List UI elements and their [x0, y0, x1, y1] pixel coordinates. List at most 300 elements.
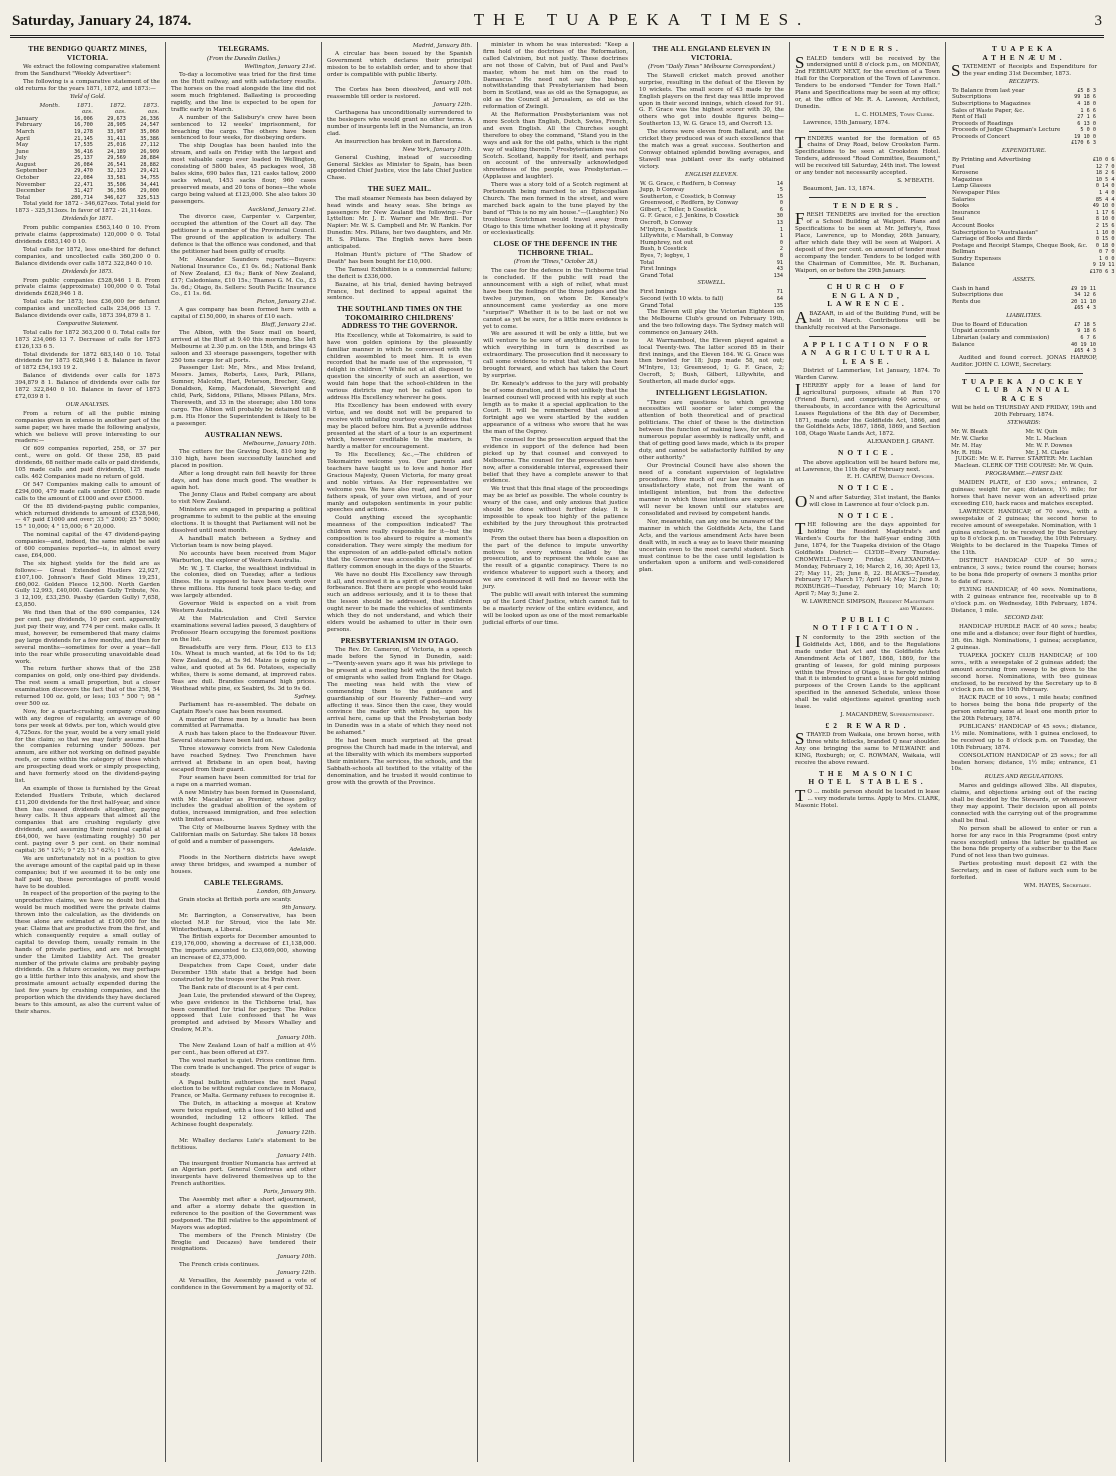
- ledger-amount: 9 18 6: [1077, 328, 1096, 335]
- steward-name: Mr. J. M. Clarke: [1025, 449, 1069, 456]
- ledger-item: Sundry Expenses: [952, 255, 1002, 262]
- dateline: January 12th.: [277, 1129, 316, 1136]
- runs-value: 13: [776, 220, 783, 227]
- ledger-amount: 40 19 10: [1071, 341, 1096, 348]
- column-rule: [965, 373, 1083, 374]
- runs-value: 71: [776, 289, 783, 296]
- score-row: [639, 181, 784, 188]
- source-credit: (From "Daily Times" Melbourne Correspondent.): [648, 63, 775, 70]
- advert-body: ABAZAAR, in aid of the Building Fund, will be held in March. Contributions will be thankfully received at the Parsonage.: [795, 307, 940, 331]
- paragraph: Ministers are engaged in preparing a political programme to submit to the public at the ensuing elections. It is thought that Parliament will not be dissolved until next month.: [171, 507, 316, 534]
- paragraph: Of 547 Companies making calls to amount of £294,000, 479 made calls under £1000. 73 made calls to the amount of £1000 and over £5000.: [15, 481, 160, 502]
- article-headline: APPLICATION FOR AN AGRICULTURAL LEASE.: [801, 339, 934, 366]
- dateline: Bluff, January 21st.: [261, 322, 316, 329]
- table-cell: 16,700: [74, 122, 93, 129]
- table-row: [15, 175, 160, 182]
- runs-value: 2: [779, 246, 783, 253]
- paragraph: Grain stocks at British ports are scanty.: [179, 896, 292, 903]
- paragraph: He had been much surprised at the great progress the Church had made in the interval, and at the liberality with which its members supported their ministers. The services, the schools, and the Sabbath-schools all testified to the vitality of the denomination, and he trusted it would continue to grow with the growth of the Province.: [327, 738, 472, 786]
- ledger-amount: 20 11 10: [1071, 298, 1096, 305]
- paragraph: The Assembly met after a short adjournment, and after a stormy debate the question in reference to the position of the Government was postponed. The Bill relative to the appointment of Mayors was adopted.: [171, 1197, 316, 1231]
- table-cell: 21,145: [74, 135, 93, 142]
- paragraph: Breadstuffs are very firm. Flour, £13 to £13 10s. Wheat is much wanted, at 6s 10d to 6s 1d; New Zealand do., at 5s 9d. Maize is going up in value, and quoted at 5s 6d. Potatoes, especially whites, there is some demand, at improved rates. Teas are dull. Brandies command high prices. Westhead white pine, ex Seabird, 9s. 3d to 9s 6d.: [171, 644, 316, 692]
- batsman-entry: Grand Total: [640, 302, 674, 309]
- ledger-row: [951, 108, 1097, 115]
- ledger-amount: 0 7 0: [1098, 249, 1115, 256]
- section-subheading: Comparative Statement.: [56, 319, 119, 327]
- ledger-row: [951, 335, 1097, 342]
- paragraph: Total calls for 1872 363,200 0 0. Total calls for 1873 234,066 13 7. Decrease of calls for 1873 £126,133 6 5.: [15, 329, 160, 350]
- table-cell: 25,016: [107, 142, 126, 149]
- article-headline: THE ALL ENGLAND ELEVEN IN VICTORIA.: [652, 44, 771, 62]
- paragraph: The Stawell cricket match proved another surprise, resulting in the defeat of the Eleven by 10 wickets. The small score of 43 made by the English players on the first day was little improved upon in their second innings, which closed for 91. G. F. Grace was the highest scorer with 30, the others who got into double figures being—Southerton 13, W. G. Grace 15, and Oscroft 13.: [639, 72, 784, 128]
- ledger-item: [951, 348, 1066, 355]
- column-rule: [809, 197, 926, 198]
- paragraph: At Versailles, the Assembly passed a vote of confidence in the Government by a majority of 52.: [171, 1278, 316, 1291]
- ledger-total-row: [951, 269, 1116, 276]
- ledger-item: Magazines: [952, 176, 983, 183]
- advert-body: IHEREBY apply for a lease of land for agricultural purposes, situate at Run 170 (Friend Burn), and comprising 640 acres, or thereabouts, in accordance with the Agricultural Leases Regulations of the 8th day of December, 1871, made under the Goldfields Act, 1866, and the Goldfields Acts, 1867, 1868, 1869, and Section 108, Otago Waste Lands Act, 1872.: [795, 380, 940, 438]
- cricket-scorecard: [639, 181, 784, 280]
- paragraph: Mares and geldings allowed 3lbs. All disputes, claims, and objections arising out of the racing shall be decided by the Stewards, or whomsoever they may appoint. Their decision upon all points connected with the carrying out of the programme shall be final.: [951, 783, 1097, 824]
- batsman-entry: First Innings: [640, 289, 677, 296]
- ledger-row: [951, 170, 1116, 177]
- article-headline: TUAPEKA JOCKEY CLUB ANNUAL RACES: [961, 376, 1087, 403]
- article-headline: INTELLIGENT LEGISLATION.: [655, 388, 768, 398]
- steward-name: Mr. R. Hills: [951, 449, 983, 456]
- signature: J. MACANDREW, Superintendent.: [840, 711, 934, 718]
- ledger-amount: 0 15 0: [1095, 236, 1115, 243]
- dateline: Sydney.: [294, 693, 316, 700]
- advert-headline: NOTICE.: [837, 483, 897, 493]
- paragraph: From the outset there has been a disposition on the part of the defence to impute unworthy motives to every witness called by the prosecution, and to represent the whole case as the result of a gigantic conspiracy. There is no evidence whatever to support such a theory, and we are convinced it will find no favour with the jury.: [483, 535, 628, 591]
- ledger-amount: 5 0 0: [1080, 127, 1096, 134]
- ledger-row: [951, 256, 1116, 263]
- table-row: [15, 188, 160, 195]
- ledger-total: £170 6 3: [1071, 140, 1096, 147]
- score-row: [639, 194, 784, 201]
- paragraph: Mr. Alexander Saunders reports:—Buyers: National Insurance Co., £1 0s. 6d.; National Bank of New Zealand, £3 6s.; Bank of New Zealand, £17; Caledonians, £10 15s.; Thames G. M. Co., £3 3s. 6d.; Otago, 8s. Sellers: South Pacific Insurance Co., £1 1s. 6d.: [171, 256, 316, 298]
- score-row: [639, 200, 784, 207]
- table-row: [15, 182, 160, 189]
- paragraph: At Warrnambool, the Eleven played against a local Twenty-two. The latter scored 85 in their first innings, and the Eleven 164. W. G. Grace was then bowled for 18; Jupp made 58, not out; M'Intyre, 13; Greenwood, 1; G. F. Grace, 2; Oscroft, 5; Bush, Gilbert, Lillywhite, and Southerton, all made ducks' eggs.: [639, 337, 784, 386]
- table-cell: 25,137: [74, 155, 93, 162]
- ledger-amount: 1 17 6: [1095, 209, 1115, 216]
- ledger-amount: 6 7 6: [1080, 335, 1096, 342]
- paragraph: No person shall be allowed to enter or run a horse for any race in this Programme (post entry races excepted) unless the latter be qualified as the bona fide property of a subscriber to the Race Fund of not less than two guineas.: [951, 825, 1097, 860]
- ledger-amount: 0 14 0: [1095, 183, 1115, 190]
- ledger-item: [951, 305, 1048, 312]
- score-row: [639, 253, 784, 260]
- table-row: [15, 168, 160, 175]
- score-row: [639, 187, 784, 194]
- paragraph: Could anything exceed the sycophantic meanness of the composition indicated? The children were really responsible for it—but the composition is too absurd to require a moment's consideration. They were simply the medium for the expression of an addle-pated official's notion that the Governor was accessible to a species of flattery common enough in the days of the Stuarts.: [327, 515, 472, 570]
- dateline: January 14th.: [277, 1152, 316, 1159]
- paragraph: "There are questions to which growing necessities will sooner or later compel the attention of both theoretical and of practical politicians. The chief of these is the distinction between the function of making laws, for which a numerous popular assembly is radically unfit, and that of getting good laws made, which is its proper duty, and cannot be satisfactorily fulfilled by any other authority.": [639, 399, 784, 461]
- table-cell: April: [16, 135, 30, 142]
- table-cell: 26,084: [74, 161, 93, 168]
- column-2: [166, 42, 322, 1462]
- table-cell: 36,416: [74, 148, 93, 155]
- table-cell: 28,884: [140, 155, 159, 162]
- paragraph: Holman Hunt's picture of "The Shadow of Death" has been bought for £10,000.: [327, 251, 472, 265]
- table-cell: February: [16, 122, 42, 129]
- paragraph: At the Reformation Presbyterianism was not more Scotch than English, Dutch, Swiss, French, and even English. All the Churches sought therefore to obey the command, "Stand you in the ways and ask for the old paths, which is the right way of walking therein." Presbyterianism was not Scotch. Scotland, happily for itself, and perhaps on account of the universally acknowledged shrewdness of the people, was Presbyterian.—(Applause and laughter).: [483, 112, 628, 181]
- column-rule: [809, 131, 926, 132]
- column-rule: [809, 336, 926, 337]
- paragraph: Now, for a quartz-crushing company crushing with any degree of regularity, an average of 60 tons per week at 6dwts. per ton, which would give 4,725ozs. for the year, would be a very small yield for the claim; so that we may fairly assume that the companies returning under 500ozs. per annum, are either not working on defined payable reefs, or come within the category of those which are prospecting dead work or simply prospecting, and have formerly stood on the dividend-paying list.: [15, 708, 160, 784]
- paragraph: Parliament has re-assembled. The debate on Captain Rose's case has been resumed.: [171, 701, 316, 715]
- table-row: [15, 149, 160, 156]
- paragraph: We trust that this final stage of the proceedings may be as brief as possible. The whole country is weary of the case, and only anxious that justice should be done without further delay. It is impossible to speak too highly of the patience exhibited by the jury throughout this protracted inquiry.: [483, 486, 628, 534]
- paragraph: The nominal capital of the 47 dividend-paying companies—and, indeed, the same might be said of 600 companies reported—is, in almost every case, £64,000.: [15, 532, 160, 559]
- ledger-item: Subscriptions: [952, 94, 991, 101]
- ledger-table: [951, 88, 1097, 147]
- paragraph: A gas company has been formed here with a capital of £150,000, in shares of £10 each.: [171, 307, 316, 321]
- ledger-total: £65 4 3: [1074, 348, 1096, 355]
- article-headline: CLOSE OF THE DEFENCE IN THE TICHBORNE TRIAL.: [493, 239, 618, 257]
- ledger-row: [951, 249, 1116, 256]
- ledger-amount: 18 2 6: [1095, 170, 1115, 177]
- paragraph: Of the 85 dividend-paying public companies, which returned dividends to amount of £528,946,— 47 paid £1000 and over; 33 " 2000; 25 " 5000; 15 " 10,000; 4 " 15,000; 6 " 20,000.: [15, 503, 160, 531]
- table-row: [15, 129, 160, 136]
- ledger-item: To Balance from last year: [952, 87, 1025, 94]
- ledger-item: Account Books: [952, 222, 995, 229]
- table-cell: 28,905: [107, 122, 126, 129]
- ledger-amount: £7 18 5: [1074, 321, 1096, 328]
- paragraph: Our Provincial Council have also shown the need of a constant supervision of legislative procedure. How much of our law remains in an unsatisfactory state, not from the want of intelligent intention, but from the defective manner in which those intentions are expressed, will never be known until our statutes are consolidated and revised by competent hands.: [639, 462, 784, 518]
- paragraph: The six highest yields for the field are as follows:— Great Extended Hustlers 22,927, £107,100. Johnson's Reef Gold Mines 19,251, £60,002. Golden Fleece 12,500. North Garden Gully 12,993, £40,000. Garden Gully Tribute, No. 3 12,109, £33,250. Passby (Garden Gully) 7,658, £3,850.: [15, 560, 160, 609]
- ledger-amount: £5 8 3: [1077, 87, 1096, 94]
- paragraph: A circular has been issued by the Spanish Government which declares their principal mission to be to establish order, and to show that order is compatible with public liberty.: [327, 50, 472, 78]
- article-headline: THE MASONIC HOTEL STABLES.: [808, 768, 927, 787]
- ledger-item: Books: [952, 203, 970, 210]
- dateline: Adelaide.: [289, 846, 316, 853]
- table-cell: 24,547: [140, 122, 159, 129]
- paragraph: A number of the Salisbury's crew have been sentenced to 12 weeks' imprisonment, for breaching the cargo. The others have been sentenced to four weeks, for disobeying orders.: [171, 114, 316, 142]
- ledger-row: [951, 223, 1116, 230]
- table-unit-cell: ozs.: [81, 109, 93, 116]
- section-subheading: Dividends for 1873.: [62, 267, 113, 275]
- paragraph: Nor, meanwhile, can any one be unaware of the manner in which the Goldfields Acts, the Land Acts, and the various amendment Acts have been dealt with, in such a way as to leave their meaning uncertain even to the most careful student. Such must continue to be the case until legislation is undertaken upon a uniform and well-considered plan.: [639, 518, 784, 574]
- dateline: Paris, January 9th.: [263, 1189, 316, 1196]
- ledger-amount: £10 0 6: [1092, 156, 1115, 163]
- paragraph: The City of Melbourne leaves Sydney with the Californian mails on Saturday. She takes 18 boxes of gold and a number of passengers.: [171, 825, 316, 845]
- table-cell: 35,060: [140, 128, 159, 135]
- dateline: January 12th.: [277, 1270, 316, 1277]
- paragraph: Audited and found correct. JONAS HARROP, Auditor. JOHN C. LOWE, Secretary.: [951, 354, 1097, 368]
- paragraph: Total dividends for 1872 683,140 0 10. Total dividends for 1873 628,946 1 8. Balance in favor of 1872 £54,193 19 2.: [15, 351, 160, 372]
- paragraph: At the Matriculation and Civil Service examinations several ladies passed, 3 daughters of Professor Hearn occupying the foremost positions on the list.: [171, 615, 316, 643]
- paragraph: The British exports for December amounted to £19,176,000, showing a decrease of £1,138,000. The imports amounted to £33,669,000, showing an increase of £2,375,000.: [171, 934, 316, 962]
- table-cell: November: [16, 181, 46, 188]
- ledger-item: Fuel: [952, 163, 965, 170]
- signature: W. LAWRENCE SIMPSON, Resident Magistrate and Warden.: [801, 599, 934, 613]
- ledger-amount: 0 18 0: [1095, 242, 1115, 249]
- paragraph: DISTRICT HANDICAP CUP of 50 sovs.; entrance, 3 sovs.; twice round the course; horses to be bona fide property of owners 3 months prior to date of race.: [951, 558, 1097, 585]
- column-rule: [809, 278, 926, 279]
- batsman-entry: Lillywhite, c Marshall, b Conway: [640, 233, 734, 240]
- ledger-row: [951, 88, 1097, 95]
- article-headline: THE SUEZ MAIL.: [367, 184, 432, 194]
- paragraph: Despatches from Cape Coast, under date December 15th state that a bridge had been constructed by the troops over the Prah river.: [171, 963, 316, 983]
- dateline: New York, January 10th.: [402, 146, 472, 153]
- ledger-row: [951, 299, 1097, 306]
- paragraph: In respect of the proportion of the paying to the unproductive claims, we have no doubt but that would be much modified were the private claims thrown into the calculation, as the dividends on these alone are estimated at £100,000 for the year. Claims that are productive from the first, and which consequently require a small outlay of capital to develop them, usually remain in the hands of private parties, and are not brought under the Limited Liability Act. The greater number of the private claims are probably paying dividends. On a future occasion, we may perhaps go a little further into this analysis, and show the proximate amount actually expended during the last few years by crushing companies, and the proportion which the dividends they have declared bears to this amount, as also the current value of their shares.: [15, 891, 160, 1015]
- table-cell: 31,427: [74, 188, 93, 195]
- paragraph: The Bank rate of discount is at 4 per cent.: [179, 984, 299, 991]
- table-cell: 24,189: [107, 148, 126, 155]
- ledger-amount: 9 19 11: [1092, 262, 1115, 269]
- advert-body: THE following are the days appointed for holding the Resident Magistrate's and Warden's Courts for the half-year ending 30th June, 1874, for the Tuapeka division of the Otago Goldfields District:— CLYDE—Every Thursday. CROMWELL—Every Friday. ALEXANDRA—Monday, February 2, 16; March 2, 16, 30; April 13, 27; May 11, 25; June 8, 22. BLACKS—Tuesday, February 17; March 17; April 14; May 12; June 9. ROXBURGH—Tuesday, February 10; March 10; April 7; May 5; June 2.: [795, 519, 940, 598]
- ledger-row: [951, 210, 1116, 217]
- paragraph: Total calls for 1873; less £36,000 for defunct companies and uncollected calls 234,066 13 7. Balance dividends over calls, 1873 394,879 8 1.: [15, 299, 160, 320]
- paragraph: Three stowaway convicts from New Caledonia have reached Sydney. Two Frenchmen have arrived at Brisbane in an open boat, having escaped from their guard.: [171, 746, 316, 773]
- table-cell: 29,470: [74, 168, 93, 175]
- paragraph: District of Lammerlaw, 1st January, 1874. To Warden Carew.: [795, 368, 940, 382]
- paragraph: Jean Luie, the pretended steward of the Osprey, who gave evidence in the Tichborne trial, has been committed for trial for perjury. The Police opposed that Luie confessed that he was prompted and advised by Messrs Whalley and Onslow, M.P.'s.: [171, 992, 316, 1034]
- runs-value: 64: [776, 295, 783, 302]
- signature: WM. HAYES, Secretary.: [1023, 882, 1091, 889]
- paragraph: Floods in the Northern districts have swept away three bridges, and swamped a number of houses.: [171, 854, 316, 875]
- paragraph: CONSOLATION HANDICAP of 25 sovs.; for all beaten horses; distance, 1½ mile; entrance, £1 10s.: [951, 752, 1097, 773]
- page-number: 3: [1094, 13, 1102, 29]
- ledger-item: Kerosene: [952, 170, 979, 177]
- cricket-scorecard: [639, 289, 784, 309]
- paragraph: From public companies £563,140 0 10. From private claims (approximate) 120,000 0 0. Total dividends £683,140 0 10.: [15, 225, 160, 245]
- ledger-amount: 1 6 6: [1080, 107, 1096, 114]
- runs-value: 43: [776, 266, 783, 273]
- paragraph: We have no doubt His Excellency saw through it all, and received it in a spirit of good-humoured forbearance. But there are people who would take such an address seriously, and it is to these that the lesson should be addressed, that children ought never to be made the vehicles of sentiments which they do not understand, and which their elders would be ashamed to utter in their own persons.: [327, 571, 472, 633]
- ledger-item: Rent of Hall: [952, 114, 987, 121]
- paragraph: A murder of three men by a lunatic has been committed at Parramatta.: [171, 716, 316, 730]
- steward-name: Mr. W. Bleath: [951, 428, 988, 435]
- ledger-item: Due to Board of Education: [952, 321, 1028, 328]
- table-cell: September: [16, 168, 48, 175]
- table-cell: 26,909: [140, 148, 159, 155]
- section-subheading: PROGRAMME.—FIRST DAY.: [985, 470, 1063, 478]
- table-cell: 17,535: [74, 142, 93, 149]
- table-cell: 22,084: [74, 175, 93, 182]
- paragraph: We find then that of the 690 companies, 124 per cent. pay dividends, 10 per cent. apparently just pay their way, and 774 per cent. make calls. It must, however, be remembered that many claims pay large dividends for a few months, and then for several months—sometimes for over a year—fall into the rear while prosecuting unavoidable dead work.: [15, 610, 160, 665]
- dateline: London, 6th January.: [257, 889, 316, 895]
- ledger-row: [951, 101, 1097, 108]
- signature: E. H. CAREW, District Officer.: [846, 474, 934, 481]
- table-cell: December: [16, 188, 46, 195]
- score-row: [639, 240, 784, 247]
- ledger-item: Subscriptions to Magazines: [952, 100, 1031, 107]
- article-headline: CHURCH OF ENGLAND, LAWRENCE.: [827, 282, 908, 309]
- batsman-entry: First Innings: [640, 266, 677, 273]
- paragraph: A rush has taken place to the Endeavour River. Several steamers have been laid on.: [171, 731, 316, 745]
- paragraph: Of 609 companies reported, 258, or 37 per cent., were on gold. Of these 258, 85 paid dividends, 68 neither made calls or paid dividends, 105 made calls and paid dividends, 125 made calls. 462 Companies made no return of gold.: [15, 446, 160, 480]
- paragraph: Four seamen have been committed for trial for a rape on a married woman.: [171, 774, 316, 788]
- table-cell: 27,112: [140, 142, 159, 149]
- ledger-amount: 1 10 0: [1095, 229, 1115, 236]
- stewards-list: [951, 429, 1097, 457]
- ledger-amount: 1 4 0: [1098, 189, 1115, 196]
- table-cell: 280,714: [71, 194, 93, 201]
- paragraph: HANDICAP HURDLE RACE of 40 sovs.; heats; one mile and a distance; over four flight of hurdles, 3ft. 6in. high. Nominations, 1 guinea; acceptance, 2 guineas.: [951, 624, 1097, 652]
- ledger-item: Seal: [952, 216, 965, 223]
- paragraph: The Rev. Dr. Cameron, of Victoria, in a speech made before the Synod in Dunedin, said:—"Twenty-seven years ago it was his privilege to be present at a meeting held with the first batch of emigrants who sailed from England for Otago. The meeting was held with the view of commending them to the guidance and guardianship of our Heavenly Father—and very affecting it was. Since then the case, they would convince the reader with which he, upon his arrival here, came up that the Presbyterian body in Dunedin was in a state of which they need not be ashamed.": [327, 647, 472, 737]
- table-row: [15, 122, 160, 129]
- table-row: [15, 116, 160, 123]
- score-grand-total-row: [639, 273, 784, 280]
- table-cell: 22,471: [74, 181, 93, 188]
- ledger-row: [951, 134, 1097, 141]
- ledger-total-row: [951, 305, 1097, 312]
- ledger-total-row: [951, 140, 1097, 147]
- column-4: [478, 42, 634, 1462]
- ledger-row: [951, 121, 1097, 128]
- table-cell: 35,386: [140, 135, 159, 142]
- article-headline: AUSTRALIAN NEWS.: [204, 429, 283, 439]
- advert-body: SEALED tenders will be received by the undersigned until 8 o'clock p.m., on MONDAY, 2nd FEBRUARY NEXT, for the erection of a Town Hall for the Corporation of the Town of Lawrence. Tenders to be endorsed "Tender for Town Hall." Plans and Specifications may be seen at my office; or, at the office of Mr. R. A. Lawson, Architect, Dunedin.: [795, 52, 940, 110]
- score-row: [639, 246, 784, 253]
- article-headline: TUAPEKA ATHENÆUM.: [982, 44, 1066, 62]
- paragraph: Passenger List: Mr., Mrs., and Miss Ireland, Messrs. James, Roberts, Lees, Park, Pillans, Sumner, Malcolm, Hart, Peterson, Brecher, Gray, Donaldson, Kemp, Macdonald, Sieveright and child, Park, Siddons, Pillans, Misses Pillans, Mrs. Thereweth, and 33 in the steerage; also 180 tons cargo. The Albion will probably be detained till 8 p.m. His Honor the Superintendent is likely to be a passenger.: [171, 365, 316, 427]
- ledger-item: Rents due: [952, 298, 981, 305]
- table-cell: 28,882: [140, 161, 159, 168]
- ledger-row: [951, 292, 1097, 299]
- batsman-entry: Gilbert, c Teller, b Cosstick: [640, 206, 717, 213]
- paragraph: An example of those is furnished by the Great Extended Hustlers Tribute, which declared £11,200 dividends for the first half-year, and since then has ceased dividends altogether, paying heavy calls. It thus appears that almost all the companies that are crushing regularly give dividends, and assuming their nominal capital at £64,000, we have (estimating roughly) 50 per cent. paying over 5 per cent. on their nominal capital; 36 " 12½; 9 " 25; 13 " 62½; 1 " 93.: [15, 785, 160, 854]
- ledger-item: Subscriptions due: [952, 292, 1004, 299]
- paragraph: We are assured it will be only a little, but we will venture to be sure of anything in a case to which everything in turn is described as extraordinary. The prosecution find it necessary to call some evidence to rebut that which has been brought forward, and which has taken the Court by surprise.: [483, 331, 628, 379]
- paragraph: The case for the defence in the Tichborne trial is concluded. If the public will read the announcement with a sigh of relief, what must have been the feelings of the three judges and the twelve jurymen, on whom Dr. Kenealy's announcement came yesterday as one more "surprise?" Whether it is to be last or not we cannot as yet be sure, for a little more evidence is yet to come.: [483, 268, 628, 330]
- ledger-amount: 49 10 0: [1092, 203, 1115, 210]
- dateline: Picton, January 21st.: [256, 299, 316, 306]
- table-cell: 325,513: [137, 194, 159, 201]
- ledger-row: [951, 157, 1116, 164]
- column-7: [946, 42, 1115, 1462]
- ledger-row: [951, 190, 1116, 197]
- paragraph: Beaumont, Jan. 13, 1874.: [803, 185, 875, 192]
- table-header-cell: Month.: [39, 102, 60, 109]
- table-header-cell: 1873.: [142, 102, 159, 109]
- paragraph: A new Ministry has been formed in Queensland, with Mr. Macalister as Premier, whose policy includes the gradual abolition of the system of duties, increased immigration, and free selection with limited areas.: [171, 789, 316, 824]
- paragraph: From public companies £528,946 1 8. From private claims (approximate) 100,000 0 0. Total dividends £628,946 1 8.: [15, 277, 160, 298]
- section-subheading: RECEIPTS.: [1008, 77, 1040, 85]
- paragraph: His Excellency has been endowed with every virtue, and we doubt not will be prepared to receive with unfailing courtesy every address that may be placed before him. But a juvenile address presented at the start of a tour is an experiment which, however creditable to the masters, is hardly a matter for encouragement.: [327, 402, 472, 451]
- ledger-row: [951, 236, 1116, 243]
- score-row: [639, 296, 784, 303]
- paragraph: PUBLICANS' HANDICAP of 45 sovs.; distance, 1½ mile. Nominations, with 1 guinea enclosed, to be received up to 8 o'clock p.m. on Tuesday, the 10th February, 1874.: [951, 724, 1097, 751]
- ledger-row: [951, 164, 1116, 171]
- runs-value: 91: [776, 259, 783, 266]
- paragraph: The counsel for the prosecution argued that the evidence in support of the defence had been picked up by that counsel and conveyed to Melbourne. The counsel for the prosecution have now, after a considerable interval, expressed their belief that they have a complete answer to that evidence.: [483, 437, 628, 485]
- runs-value: 1: [779, 226, 783, 233]
- ledger-item: Newspaper Files: [952, 189, 1000, 196]
- ledger-amount: 2 15 6: [1095, 222, 1115, 229]
- batsman-entry: Grand Total: [640, 272, 674, 279]
- score-grand-total-row: [639, 303, 784, 310]
- ledger-item: Balance: [952, 341, 975, 348]
- ledger-item: Postage and Receipt Stamps, Cheque Book, &c.: [952, 242, 1088, 249]
- paragraph: To His Excellency, &c.,—The children of Tokomairiro welcome you. Our parents and teachers have taught us to love and honor Her Gracious Majesty, Queen Victoria, for many great and noble virtues. As Her representative we welcome you. We have also read, and heard our fathers speak, of your own virtues, and of your manly and outspoken sentiments in your public speeches and actions.: [327, 452, 472, 514]
- steward-name: Mr. W. Clarke: [951, 435, 989, 442]
- ledger-amount: 19 10 0: [1074, 133, 1096, 140]
- advert-headline: NOTICE.: [837, 510, 897, 520]
- paragraph: Mr. Barrington, a Conservative, has been elected M.P. for Stroud, vice the late Mr. Winterbotham, a Liberal.: [171, 912, 316, 933]
- paragraph: The above application will be heard before me, at Lawrence, the 11th day of February next.: [795, 459, 940, 473]
- section-subheading: EXPENDITURE.: [1001, 147, 1047, 155]
- signature: L. C. HOLMES, Town Clerk.: [854, 111, 934, 118]
- table-caption: Yield of Gold.: [69, 92, 106, 100]
- runs-value: 15: [776, 193, 783, 200]
- score-row: [639, 289, 784, 296]
- score-total-row: [639, 260, 784, 267]
- steward-name: Mr. W. F. Downes: [1025, 442, 1073, 449]
- article-headline: £2 REWARD.: [825, 720, 910, 730]
- paragraph: We are unfortunately not in a position to give the average amount of the capital paid up in these companies; but if we assumed it to be only one half paid up, these percentages of profit would have to be doubled.: [15, 855, 160, 890]
- dateline: January 10th.: [277, 1035, 316, 1042]
- ledger-amount: 6 13 0: [1077, 120, 1096, 127]
- dateline: 9th January.: [281, 904, 316, 911]
- ledger-row: [951, 197, 1116, 204]
- runs-value: 134: [773, 272, 783, 279]
- runs-value: 1: [779, 233, 783, 240]
- signature: ALEXANDER J. GRANT.: [867, 439, 934, 446]
- dateline: Wellington, January 21st.: [244, 64, 316, 71]
- paragraph: FLYING HANDICAP, of 40 sovs. Nominations, with 2 guineas entrance fee, receivable up to 8 o'clock p.m. on Wednesday, 18th February, 1874. Distance, 1 mile.: [951, 586, 1097, 614]
- table-header-cell: 1872.: [109, 102, 126, 109]
- ledger-row: [951, 203, 1116, 210]
- dateline: Auckland, January 21st.: [248, 206, 316, 213]
- ledger-total: £170 6 3: [1089, 269, 1115, 276]
- paragraph: There was a story told of a Scotch regiment at Portsmouth being marched to an Episcopalian Church. The men formed in the street, and were marched back again to the tune played by the band of "This is no my ain house."—(Laughter.) No troublous Scotchman would travel away from Otago to this time whether looking at it physically or ecclesiastically.: [483, 182, 628, 237]
- paragraph: Parties protesting must deposit £2 with the Secretary, and in case of failure such sum to be forfeited.: [951, 861, 1097, 882]
- table-cell: Total: [16, 194, 31, 201]
- table-header-cell: 1871.: [76, 102, 93, 109]
- steward-name: Mr. L. Maclean: [1025, 435, 1067, 442]
- table-cell: 26,541: [107, 161, 126, 168]
- issue-date: Saturday, January 24, 1874.: [12, 13, 192, 29]
- batsman-entry: Byes, 7; legbye, 1: [640, 253, 691, 260]
- table-cell: 16,006: [74, 115, 93, 122]
- ledger-table: [951, 157, 1116, 276]
- ledger-row: [951, 127, 1097, 134]
- batsman-entry: W. G. Grace, c Redfern, b Conway: [640, 180, 736, 187]
- ledger-item: Cash in hand: [952, 285, 990, 292]
- table-cell: 35,506: [107, 181, 126, 188]
- ledger-amount: 10 5 4: [1095, 176, 1115, 183]
- paragraph: The insurgent frontier Numancia has arrived at an Algerian port. General Contreras and other insurgents have delivered themselves up to the French authorities.: [171, 1160, 316, 1188]
- table-cell: May: [16, 142, 29, 149]
- score-row: [639, 227, 784, 234]
- ledger-row: [951, 342, 1097, 349]
- ledger-row: [951, 177, 1116, 184]
- ledger-amount: 34 12 6: [1074, 292, 1096, 299]
- table-unit-cell: ozs.: [148, 109, 159, 116]
- paragraph: We extract the following comparative statement from the Sandhurst "Weekly Advertiser":: [15, 64, 160, 77]
- score-row: [639, 213, 784, 220]
- ledger-item: Sales of Waste Paper, &c.: [952, 107, 1025, 114]
- paragraph: The return further shows that of the 258 companies on gold, only one-third pay dividends. The rest seem a small proportion, but a closer examination discovers the fact that of the 258, 54 returned 100 oz. gold, or less; 103 " 500 "; 98 " over 500 oz.: [15, 666, 160, 707]
- table-cell: 34,441: [140, 181, 159, 188]
- ledger-row: [951, 216, 1116, 223]
- runs-value: 135: [773, 302, 783, 309]
- paragraph: HACK RACE of 10 sovs., 1 mile heats; confined to horses being the bona fide property of the person entering same at least one month prior to the 20th February, 1874.: [951, 695, 1097, 723]
- advert-headline: NOTICE.: [837, 448, 897, 458]
- runs-value: 5: [779, 187, 783, 194]
- section-subheading: LIABILITIES.: [1006, 311, 1042, 319]
- paragraph: The members of the French Ministry (De Broglie and Decazes) have tendered their resignations.: [171, 1232, 316, 1253]
- paragraph: MAIDEN PLATE, of £30 sovs.; entrance, 2 guineas; weight for age; distance, 1½ mile; for horses that have never won an advertised prize exceeding £10, hack races and matches excepted.: [951, 480, 1097, 507]
- ledger-item: Carriage of Books and Birds: [952, 236, 1033, 243]
- ledger-amount: 4 18 0: [1077, 100, 1096, 107]
